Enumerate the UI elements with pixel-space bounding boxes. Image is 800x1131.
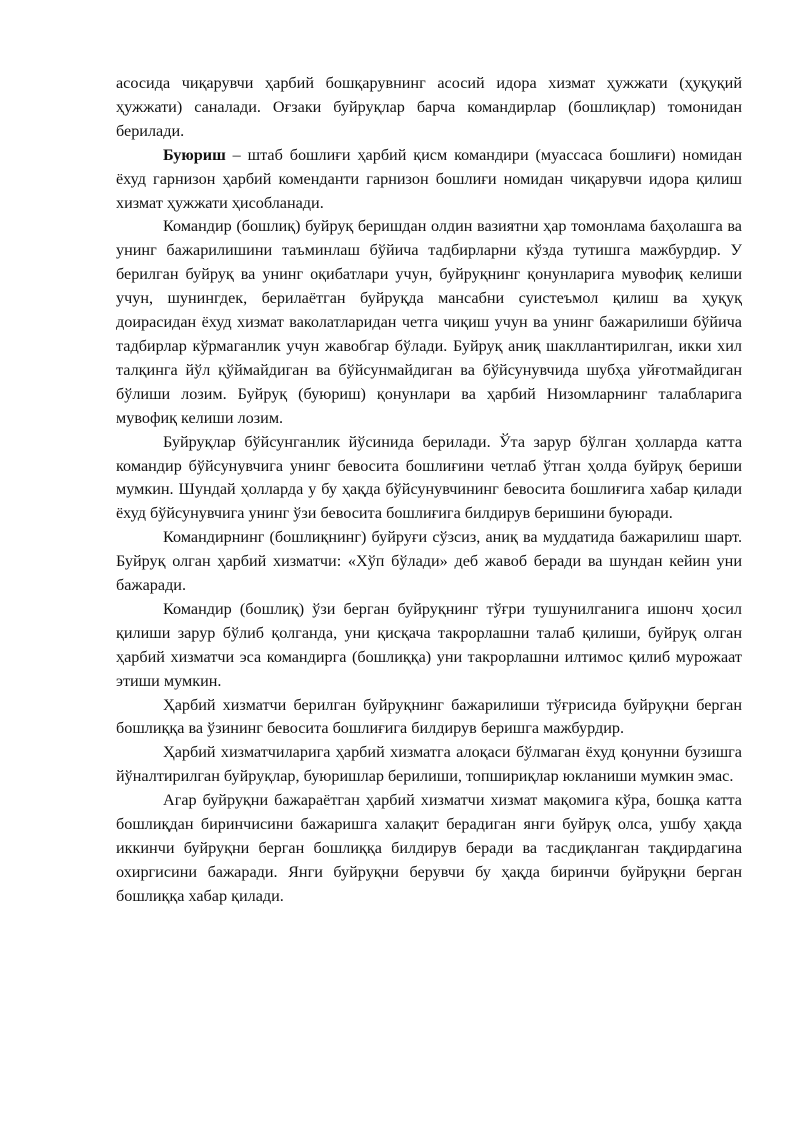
paragraph-text: – штаб бошлиғи ҳарбий қисм командири (муассаса бошлиғи) номидан ёхуд гарнизон ҳарбий коменданти гарнизон бошлиғи номидан чиқарувчи идора қилиш хизмат ҳужжати ҳисобланади. xyxy=(116,145,742,212)
paragraph-9 xyxy=(116,789,742,909)
paragraph-5 xyxy=(116,526,742,598)
paragraph-text: Командир (бошлиқ) ўзи берган буйруқнинг тўғри тушунилганига ишонч ҳосил қилиши зарур бўлиб қолганда, уни қисқача такрорлашни талаб қилиши, буйруқ олган ҳарбий хизматчи эса командирга (бошлиққа) уни такрорлашни илтимос қилиб мурожаат этиши мумкин. xyxy=(116,599,742,690)
paragraph-text: Агар буйруқни бажараётган ҳарбий хизматчи хизмат мақомига кўра, бошқа катта бошлиқдан биринчисини бажаришга халақит берадиган янги буйруқ олса, ушбу ҳақда иккинчи буйруқни берган бошлиққа билдирув беради ва тасдиқланган тақдирдагина охиргисини бажаради. Янги буйруқни берувчи бу ҳақда биринчи буйруқни берган бошлиққа хабар қилади. xyxy=(116,791,742,905)
paragraph-7 xyxy=(116,694,742,742)
paragraph-6 xyxy=(116,598,742,694)
paragraph-2 xyxy=(116,144,742,216)
paragraph-text: Командирнинг (бошлиқнинг) буйруғи сўзсиз, аниқ ва муддатида бажарилиш шарт. Буйруқ олган ҳарбий хизматчи: «Хўп бўлади» деб жавоб беради ва шундан кейин уни бажаради. xyxy=(116,528,742,595)
paragraph-text: асосида чиқарувчи ҳарбий бошқарувнинг асосий идора хизмат ҳужжати (ҳуқуқий ҳужжати) саналади. Оғзаки буйруқлар барча командирлар (бошлиқлар) томонидан берилади. xyxy=(116,74,742,140)
paragraph-text: Буйруқлар бўйсунганлик йўсинида берилади. Ўта зарур бўлган ҳолларда катта командир бўйсунувчига унинг бевосита бошлиғини четлаб ўтган ҳолда буйруқ бериши мумкин. Шундай ҳолларда у бу ҳақда бўйсунувчининг бевосита бошлиғига хабар қилади ёхуд бўйсунувчига унинг ўзи бевосита бошлиғига билдирув беришини буюради. xyxy=(116,432,742,523)
paragraph-3 xyxy=(116,215,742,430)
paragraph-text: Ҳарбий хизматчиларига ҳарбий хизматга алоқаси бўлмаган ёхуд қонунни бузишга йўналтирилган буйруқлар, буюришлар берилиши, топшириқлар юкланиши мумкин эмас. xyxy=(116,743,742,786)
paragraph-8 xyxy=(116,741,742,789)
defined-term: Буюриш xyxy=(163,145,226,164)
document-page xyxy=(116,72,742,909)
paragraph-text: Командир (бошлиқ) буйруқ беришдан олдин вазиятни ҳар томонлама баҳолашга ва унинг бажарилишини таъминлаш бўйича тадбирларни кўзда тутишга мажбурдир. У берилган буйруқ ва унинг оқибатлари учун, буйруқнинг қонунларига мувофиқ келиши учун, шунингдек, берилаётган буйруқда мансабни суистеъмол қилиш ва ҳуқуқ доирасидан ёхуд хизмат ваколатларидан четга чиқиш учун ва унинг бажарилиши бўйича тадбирлар кўрмаганлик учун жавобгар бўлади. Буйруқ аниқ шакллантирилган, икки хил талқинга йўл қўймайдиган ва бўйсунмайдиган ва бўйсунувчида шубҳа уйғотмайдиган бўлиши лозим. Буйруқ (буюриш) қонунлари ва ҳарбий Низомларнинг талабларига мувофиқ келиши лозим. xyxy=(116,217,742,427)
paragraph-1 xyxy=(116,72,742,144)
paragraph-text: Ҳарбий хизматчи берилган буйруқнинг бажарилиши тўғрисида буйруқни берган бошлиққа ва ўзининг бевосита бошлиғига билдирув беришга мажбурдир. xyxy=(116,695,742,738)
paragraph-4 xyxy=(116,431,742,527)
